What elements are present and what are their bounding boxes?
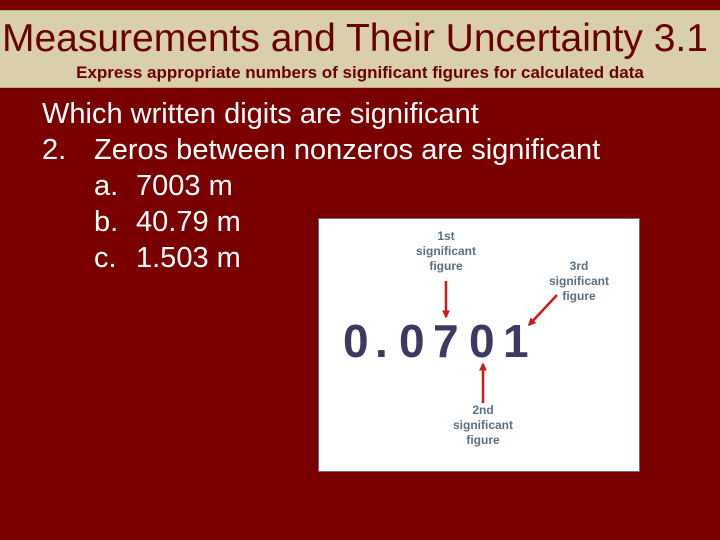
example-text: 7003 m [136, 170, 233, 202]
rule-number: 2. [42, 134, 67, 166]
first-figure-label: 1st significant figure [415, 229, 476, 273]
number-digit: 0 [469, 315, 495, 367]
example-marker: b. [94, 206, 119, 238]
slide-subtitle: Express appropriate numbers of significant figures for calculated data [76, 63, 644, 82]
example-text: 40.79 m [136, 206, 241, 238]
second-figure-label: 2nd significant figure [452, 403, 513, 447]
rule-text: Zeros between nonzeros are significant [94, 134, 601, 166]
content-heading: Which written digits are significant [42, 98, 479, 130]
title-bar [0, 10, 720, 88]
decimal-point: . [375, 315, 388, 367]
rule-item [42, 132, 600, 168]
example-text: 1.503 m [136, 242, 241, 274]
example-marker: c. [94, 242, 117, 274]
example-marker: a. [94, 170, 119, 202]
example-item-a [42, 168, 600, 204]
number-digit: 7 [433, 315, 459, 367]
number-digit: 1 [503, 315, 529, 367]
number-digit: 0 [343, 315, 369, 367]
significant-figures-diagram [318, 218, 640, 472]
slide-title: Measurements and Their Uncertainty 3.1 [2, 17, 708, 60]
third-figure-label: 3rd significant figure [548, 259, 609, 303]
number-digit: 0 [399, 315, 425, 367]
